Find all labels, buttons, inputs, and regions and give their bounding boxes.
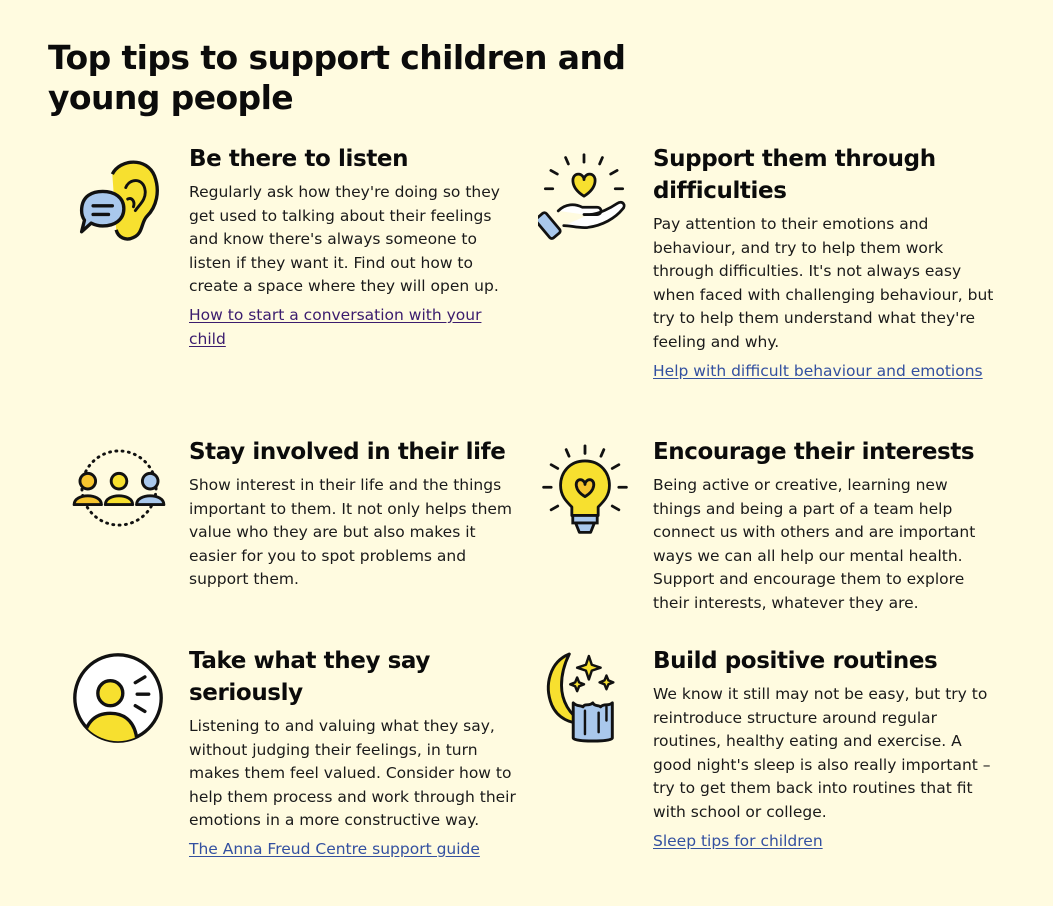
ear-speech-bubble-icon <box>72 153 168 249</box>
tip-title: Build positive routines <box>653 648 938 674</box>
people-circle-icon <box>70 448 168 528</box>
tip-body: Pay attention to their emotions and behaviour, and try to help them work through difficulties. It's not always easy when faced with challenging behaviour, but try to help them understand what they're feeling and why. <box>653 215 994 351</box>
tip-title: Encourage their interests <box>653 439 975 465</box>
hand-heart-icon <box>538 150 630 246</box>
sleep-tips-link[interactable]: Sleep tips for children <box>653 831 823 850</box>
tip-body: Being active or creative, learning new things and being a part of a team help connect us with others and are important ways we can all help our mental health. Support and encourage them to explore their interests, whatever they are. <box>653 476 976 612</box>
tip-body: Regularly ask how they're doing so they get used to talking about their feelings and know there's always someone to listen if they want it. Find out how to create a space where they will open up. <box>189 183 500 296</box>
page-title: Top tips to support children and young people <box>48 38 626 117</box>
tip-body: We know it still may not be easy, but try to reintroduce structure around regular routines, healthy eating and exercise. A good night's sleep is also really important – try to get them back into routines that fit with school or college. <box>653 685 991 821</box>
lightbulb-heart-icon <box>538 443 632 539</box>
behaviour-emotions-link[interactable]: Help with difficult behaviour and emotions <box>653 361 983 380</box>
moon-candle-icon <box>540 648 626 748</box>
tip-title: Stay involved in their life <box>189 439 506 465</box>
tip-title: Be there to listen <box>189 146 409 172</box>
tip-body: Listening to and valuing what they say, without judging their feelings, in turn makes them feel valued. Consider how to help them process and work through their emotions in a more constructive way. <box>189 717 516 830</box>
anna-freud-guide-link[interactable]: The Anna Freud Centre support guide <box>189 839 480 858</box>
conversation-link[interactable]: How to start a conversation with your child <box>189 305 482 348</box>
tip-body: Show interest in their life and the things important to them. It not only helps them value who they are but also makes it easier for you to spot problems and support them. <box>189 476 513 589</box>
person-speaking-icon <box>70 650 166 746</box>
tip-title: Support them through difficulties <box>653 146 936 204</box>
tip-title: Take what they say seriously <box>189 648 430 706</box>
